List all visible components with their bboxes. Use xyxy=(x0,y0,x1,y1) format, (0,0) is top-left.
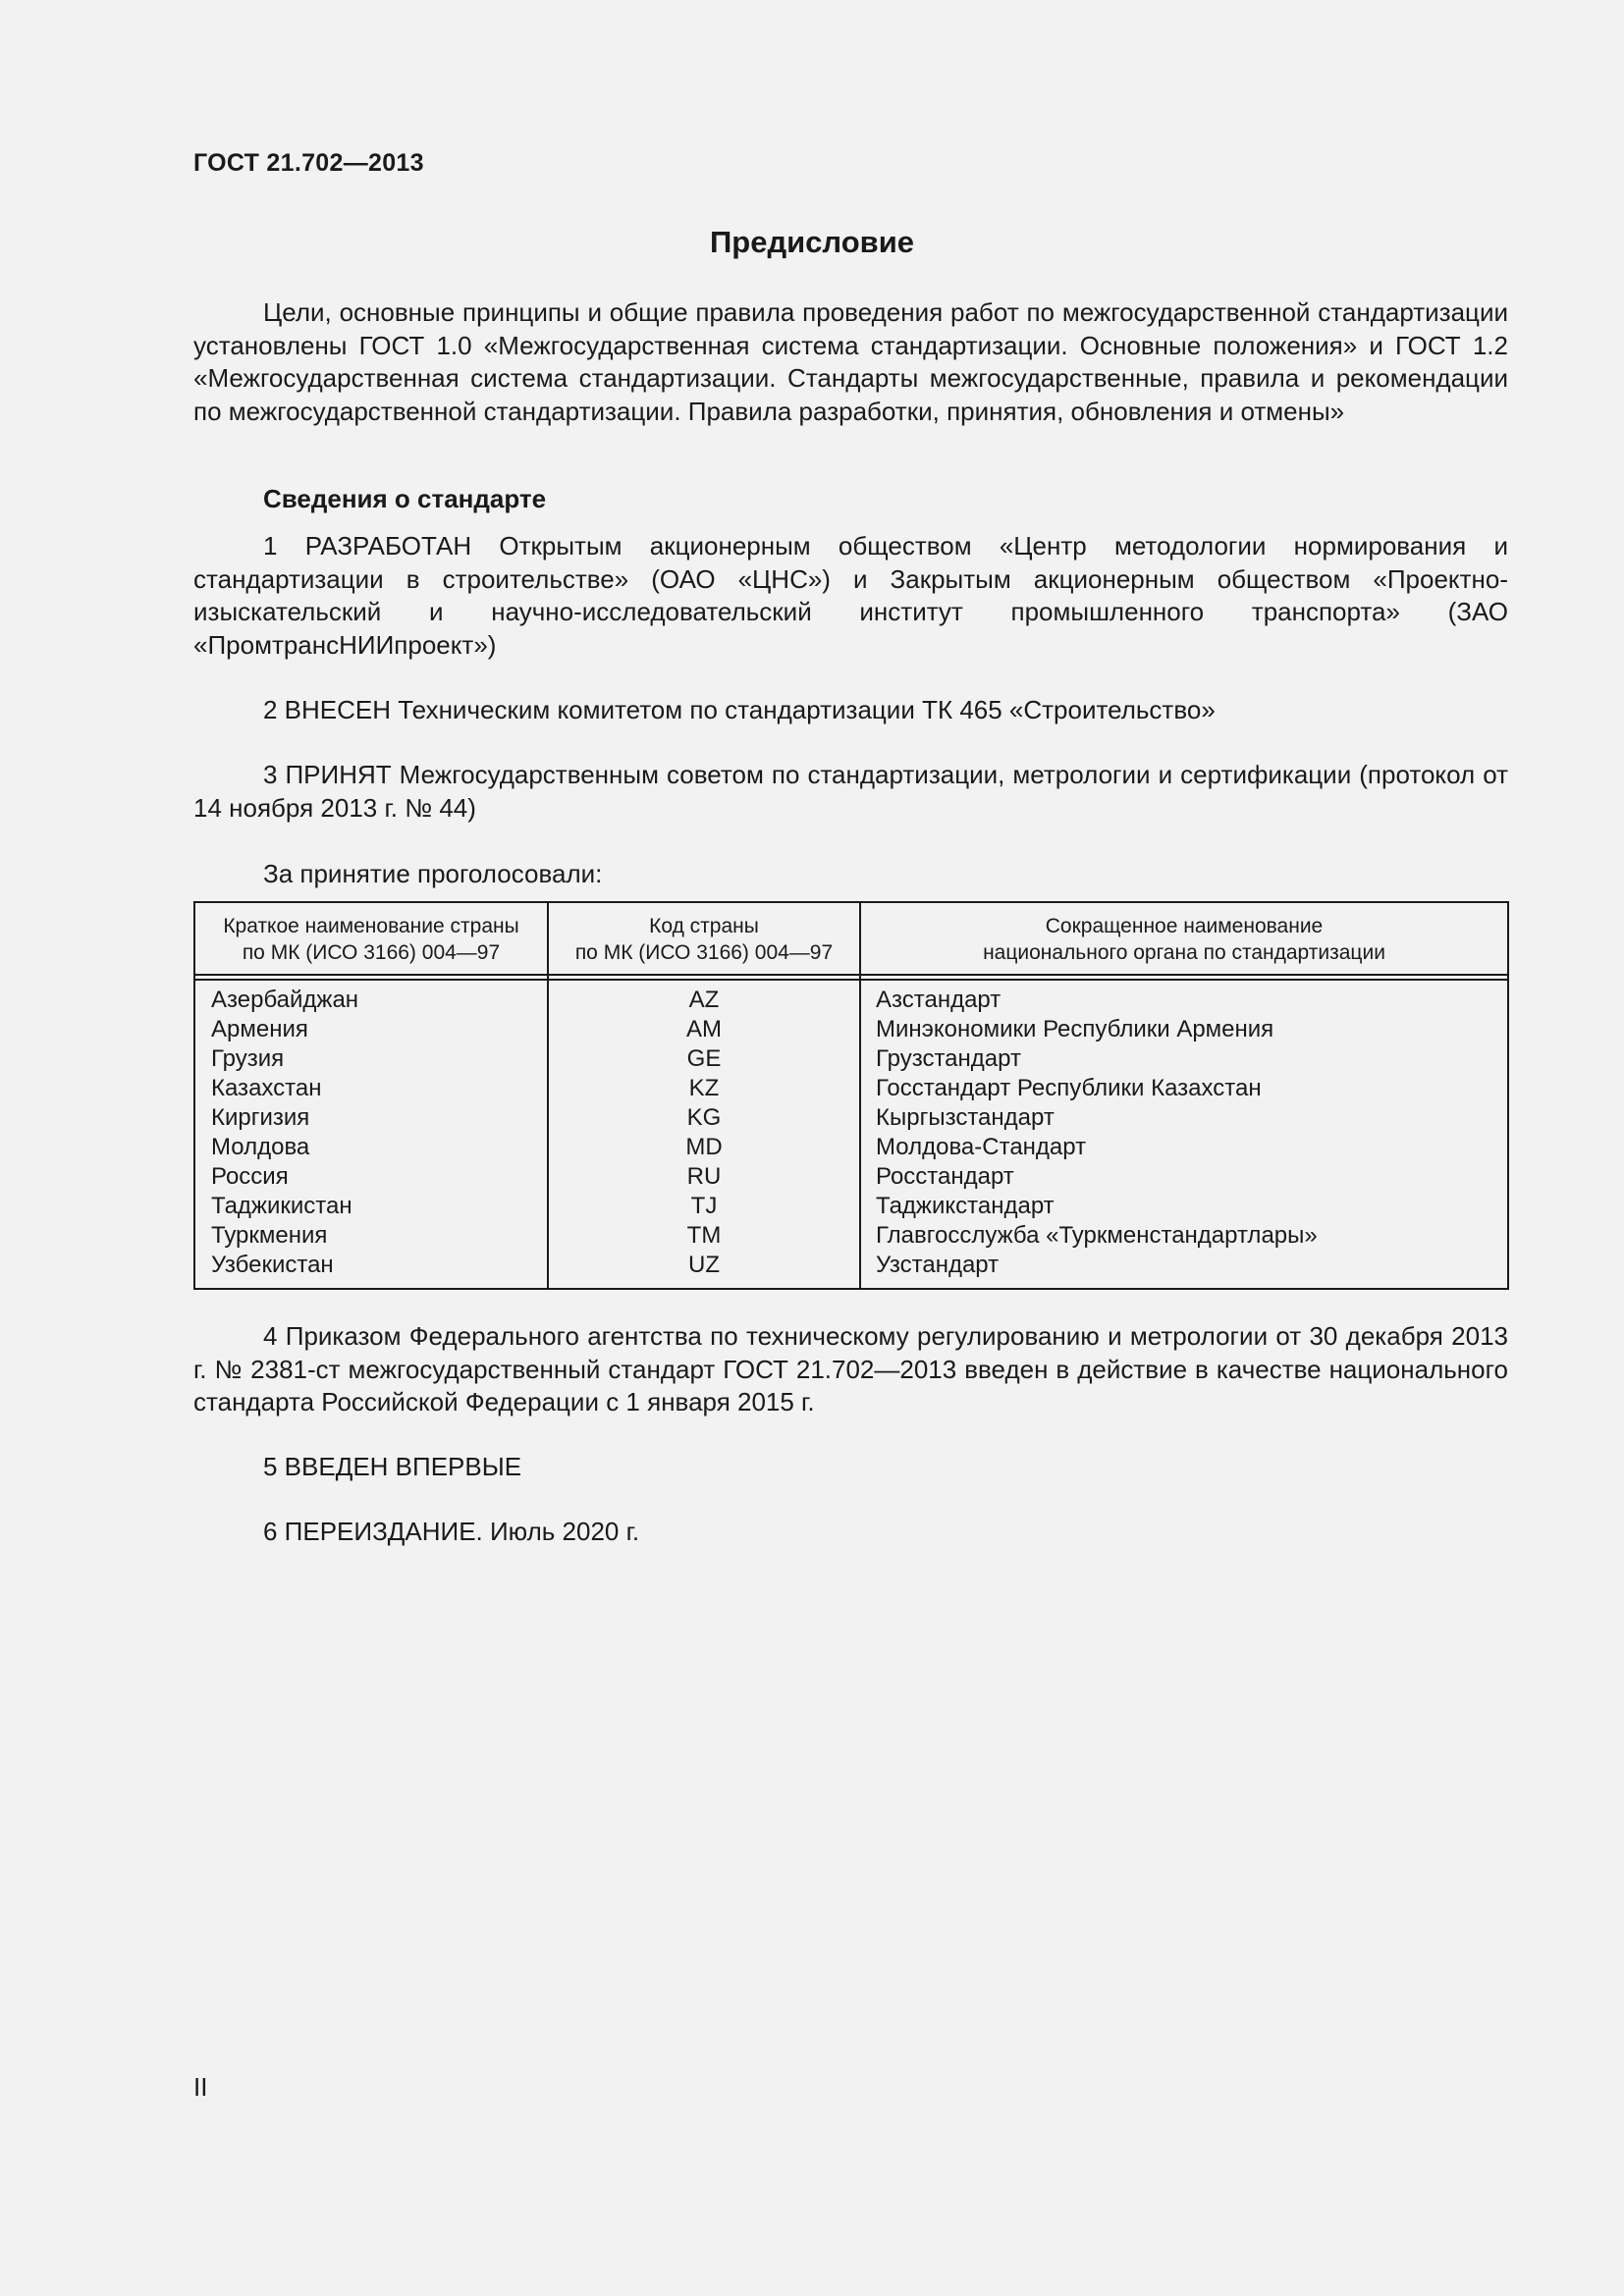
item-1-paragraph: 1 РАЗРАБОТАН Открытым акционерным обществом «Центр методологии нормирования и стандартизации в строительстве» (ОАО «ЦНС») и Закрытым акционерным обществом «Проектно-изыскательский и научно-исследовательский институт промышленного транспорта» (ЗАО «ПромтрансНИИпроект») xyxy=(193,531,1508,660)
body-column xyxy=(876,986,1494,1280)
voted-label: За принятие проголосовали: xyxy=(263,859,603,888)
document-code: ГОСТ 21.702—2013 xyxy=(193,149,424,177)
table-cell-country: Россия xyxy=(211,1163,289,1190)
country-column xyxy=(211,986,535,1280)
table-cell-code: RU xyxy=(686,1163,722,1190)
table-header-rule xyxy=(195,979,1507,981)
item-4-paragraph: 4 Приказом Федерального агентства по техническому регулированию и метрологии от 30 декабря 2013 г. № 2381-ст межгосударственный стандарт ГОСТ 21.702—2013 введен в действие в качестве национального стандарта Российской Федерации с 1 января 2015 г. xyxy=(193,1321,1508,1416)
table-cell-code: AZ xyxy=(688,987,720,1013)
table-cell-body: Минэкономики Республики Армения xyxy=(876,1016,1274,1042)
table-cell-body: Госстандарт Республики Казахстан xyxy=(876,1075,1262,1101)
page-number: II xyxy=(193,2072,208,2102)
table-cell-code: TM xyxy=(686,1222,722,1249)
item-3-paragraph: 3 ПРИНЯТ Межгосударственным советом по стандартизации, метрологии и сертификации (протокол от 14 ноября 2013 г. № 44) xyxy=(193,760,1508,823)
table-cell-country: Казахстан xyxy=(211,1075,322,1101)
table-cell-code: MD xyxy=(685,1134,723,1160)
table-cell-country: Армения xyxy=(211,1016,308,1042)
table-cell-body: Кыргызстандарт xyxy=(876,1104,1055,1131)
table-cell-country: Таджикистан xyxy=(211,1193,352,1219)
table-cell-body: Азстандарт xyxy=(876,987,1001,1013)
table-header-country: Краткое наименование страны по МК (ИСО 3166) 004—97 xyxy=(223,915,519,964)
item-5-paragraph: 5 ВВЕДЕН ВПЕРВЫЕ xyxy=(263,1452,522,1481)
table-cell-body: Узстандарт xyxy=(876,1252,1000,1278)
table-cell-code: AM xyxy=(686,1016,722,1042)
table-cell-code: TJ xyxy=(690,1193,718,1219)
table-cell-code: UZ xyxy=(688,1252,720,1278)
table-cell-body: Грузстандарт xyxy=(876,1045,1021,1072)
table-cell-country: Туркмения xyxy=(211,1222,328,1249)
table-cell-country: Грузия xyxy=(211,1045,285,1072)
table-cell-code: KZ xyxy=(688,1075,720,1101)
page-title: Предисловие xyxy=(709,225,914,259)
table-header-code: Код страны по МК (ИСО 3166) 004—97 xyxy=(574,915,834,964)
table-cell-code: GE xyxy=(686,1045,722,1072)
table-cell-body: Росстандарт xyxy=(876,1163,1014,1190)
intro-paragraph: Цели, основные принципы и общие правила проведения работ по межгосударственной стандартизации установлены ГОСТ 1.0 «Межгосударственная система стандартизации. Основные положения» и ГОСТ 1.2 «Межгосударственная система стандартизации. Стандарты межгосударственные, правила и рекомендации по межгосударственной стандартизации. Правила разработки, принятия, обновления и отмены» xyxy=(193,297,1508,426)
table-cell-body: Молдова-Стандарт xyxy=(876,1134,1087,1160)
table-cell-body: Главгосслужба «Туркменстандартлары» xyxy=(876,1222,1318,1249)
section-heading: Сведения о стандарте xyxy=(263,484,547,513)
table-cell-body: Таджикстандарт xyxy=(876,1193,1055,1219)
item-2-paragraph: 2 ВНЕСЕН Техническим комитетом по стандартизации ТК 465 «Строительство» xyxy=(263,695,1216,724)
table-cell-country: Молдова xyxy=(211,1134,310,1160)
table-cell-code: KG xyxy=(686,1104,722,1131)
table-header-rule xyxy=(195,974,1507,976)
item-6-paragraph: 6 ПЕРЕИЗДАНИЕ. Июль 2020 г. xyxy=(263,1517,640,1546)
table-header-body: Сокращенное наименование национального органа по стандартизации xyxy=(983,915,1385,964)
voting-table xyxy=(193,901,1509,1290)
code-column xyxy=(549,986,859,1280)
table-cell-country: Узбекистан xyxy=(211,1252,334,1278)
table-cell-country: Киргизия xyxy=(211,1104,310,1131)
table-cell-country: Азербайджан xyxy=(211,987,359,1013)
